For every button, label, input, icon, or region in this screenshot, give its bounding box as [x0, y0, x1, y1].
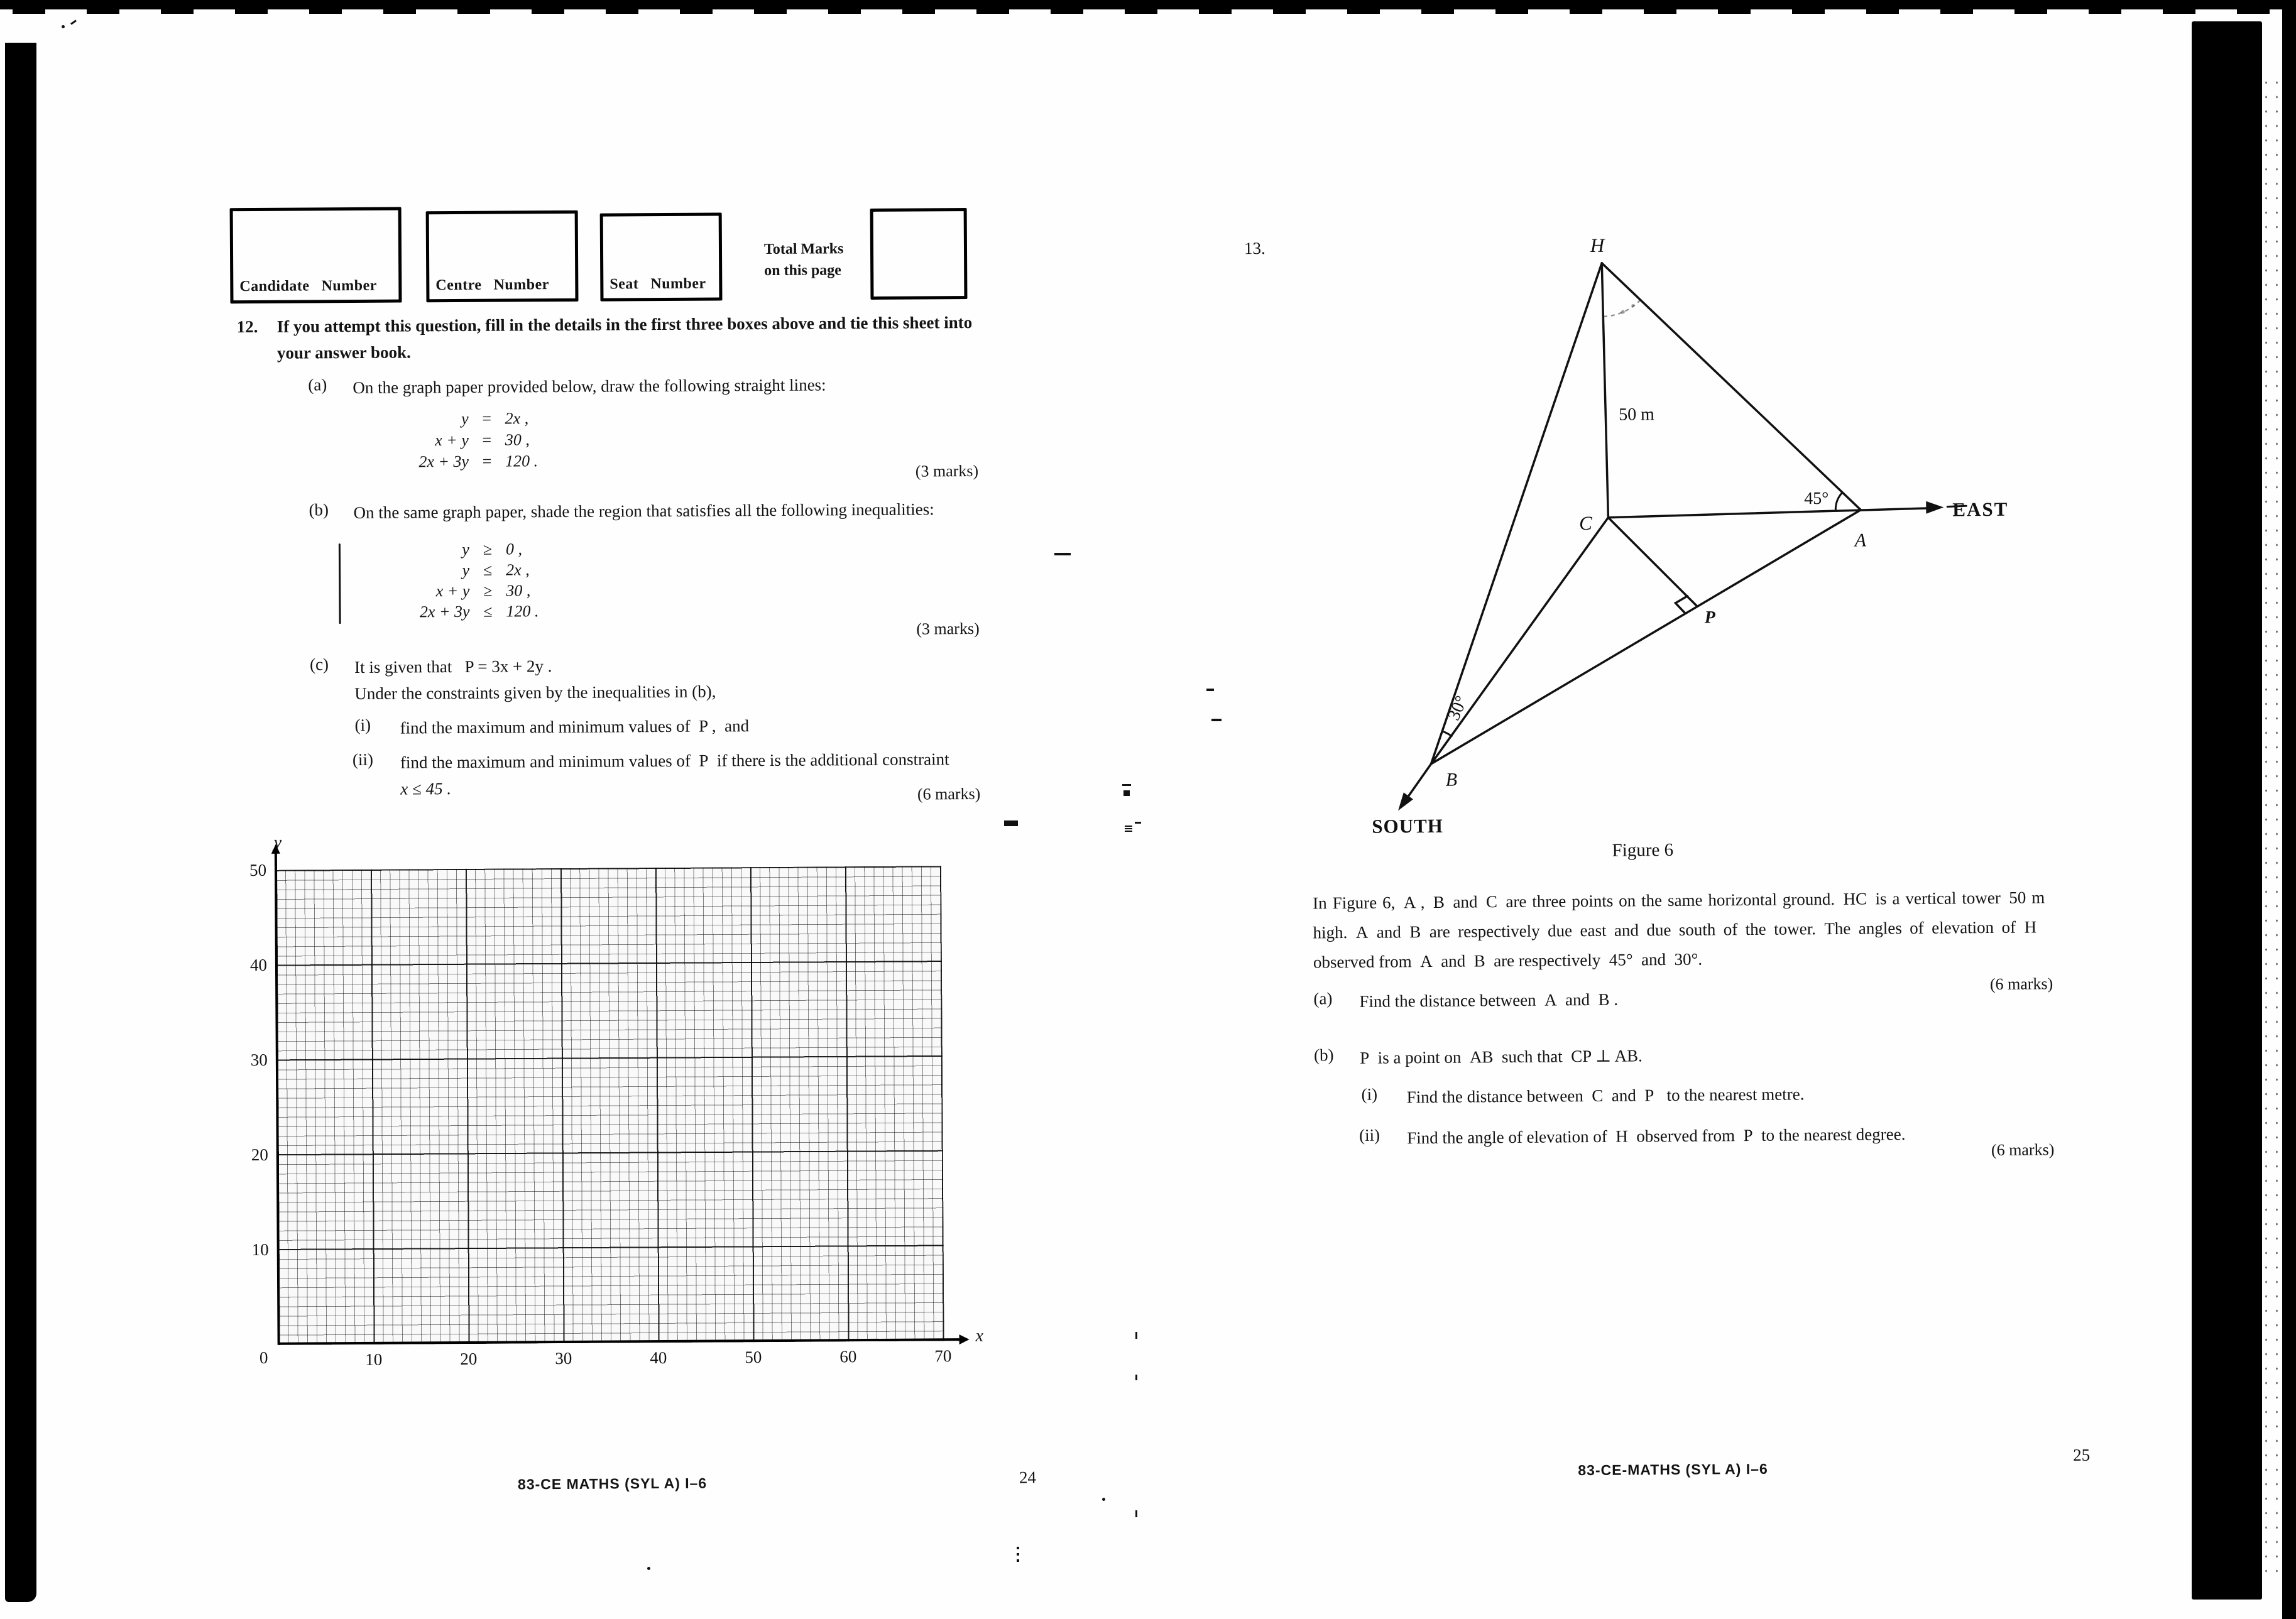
- x-tick: 60: [839, 1347, 857, 1366]
- inequality-row: y ≤ 2x ,: [462, 560, 530, 579]
- q12c-marks: (6 marks): [917, 784, 981, 804]
- figure-label-B: B: [1445, 769, 1458, 790]
- q12-number: 12.: [236, 317, 258, 337]
- q12c-line2: Under the constraints given by the inequalities in (b),: [354, 682, 716, 704]
- candidate-number-label: Candidate Number: [239, 277, 377, 295]
- figure-label-height: 50 m: [1618, 405, 1655, 425]
- figure-label-east: EAST: [1952, 498, 2009, 521]
- q13b-i-text: Find the distance between C and P to the nearest metre.: [1406, 1084, 1805, 1107]
- graph-x-axis-label: x: [975, 1326, 984, 1346]
- q12b-tag: (b): [309, 500, 329, 520]
- q13b-marks: (6 marks): [1991, 1140, 2055, 1159]
- x-tick: 40: [650, 1348, 667, 1368]
- q12a-tag: (a): [308, 375, 327, 395]
- line-CB: [1429, 518, 1610, 764]
- left-footer-page-number: 24: [1019, 1468, 1037, 1487]
- figure-label-C: C: [1578, 511, 1592, 535]
- figure-6-diagram: [1223, 209, 2045, 881]
- q12c-ii-text2: x ≤ 45 .: [400, 779, 452, 799]
- total-marks-label: Total Marks on this page: [763, 241, 844, 279]
- line-HA: [1602, 261, 1861, 512]
- right-footer-page-number: 25: [2073, 1445, 2091, 1464]
- figure-label-H: H: [1590, 234, 1605, 256]
- q13b-tag: (b): [1313, 1045, 1334, 1065]
- q13b-text: P is a point on AB such that CP ⊥ AB.: [1360, 1046, 1643, 1067]
- figure-label-angle-A: 45°: [1804, 488, 1829, 509]
- q12b-marks: (3 marks): [916, 619, 980, 638]
- scan-smudge: [1631, 304, 1634, 307]
- x-tick: 50: [745, 1348, 762, 1367]
- figure-label-P: P: [1704, 608, 1715, 628]
- figure-label-south: SOUTH: [1372, 814, 1443, 837]
- x-tick: 30: [555, 1348, 572, 1368]
- q12c-i-text: find the maximum and minimum values of P , and: [400, 716, 750, 738]
- q12c-line1: It is given that P = 3x + 2y .: [354, 657, 552, 677]
- x-tick: 20: [460, 1349, 478, 1369]
- q12c-tag: (c): [309, 655, 329, 674]
- line-CP: [1608, 517, 1697, 607]
- equation-row: y = 2x ,: [461, 409, 529, 428]
- right-page: [1150, 0, 2296, 1619]
- equation-row: x + y = 30 ,: [435, 430, 530, 450]
- figure-label-A: A: [1854, 530, 1867, 551]
- q13a-tag: (a): [1313, 989, 1333, 1008]
- q12c-i-tag: (i): [354, 715, 371, 735]
- centre-number-label: Centre Number: [435, 276, 549, 294]
- y-tick: 50: [249, 860, 267, 880]
- q13a-marks: (6 marks): [1989, 974, 2053, 993]
- q13-number: 13.: [1244, 239, 1266, 258]
- q13-paragraph: In Figure 6, A , B and C are three points on the same horizontal ground. HC is a vertical tower 50 m high. A and B are respectively due east and due south of the tower. The angles of elevation of H observed from A and B are respectively 45° and 30°.: [1313, 888, 2045, 972]
- q13b-ii-text: Find the angle of elevation of H observed from P to the nearest degree.: [1407, 1125, 1906, 1148]
- angle-arc-A: [1835, 493, 1842, 510]
- y-tick: 30: [250, 1050, 268, 1070]
- angle-arc-B: [1442, 731, 1451, 736]
- q12b-text: On the same graph paper, shade the region that satisfies all the following inequalities:: [353, 499, 934, 523]
- line-HC: [1602, 263, 1608, 518]
- figure-label-angle-B: 30°: [1443, 693, 1472, 724]
- south-arrowhead: [1398, 792, 1413, 810]
- east-arrowhead: [1926, 501, 1943, 514]
- line-C-east: [1608, 508, 1932, 518]
- right-footer-doc-code: 83-CE-MATHS (SYL A) I–6: [1578, 1460, 1768, 1479]
- graph-origin-label: 0: [259, 1348, 268, 1367]
- q12a-text: On the graph paper provided below, draw the following straight lines:: [353, 375, 826, 398]
- right-angle-mark: [1675, 596, 1687, 613]
- q12a-marks: (3 marks): [915, 461, 979, 481]
- inequality-row: y ≥ 0 ,: [462, 540, 522, 559]
- x-tick: 70: [934, 1346, 952, 1366]
- scan-smudge: [1621, 310, 1625, 314]
- inequality-row: 2x + 3y ≤ 120 .: [419, 602, 539, 621]
- left-footer-doc-code: 83-CE MATHS (SYL A) I–6: [517, 1475, 708, 1493]
- q13a-text: Find the distance between A and B .: [1359, 989, 1619, 1011]
- equation-row: 2x + 3y = 120 .: [418, 452, 538, 471]
- y-tick: 10: [251, 1240, 269, 1260]
- y-tick: 20: [251, 1145, 268, 1165]
- q12-intro: If you attempt this question, fill in the details in the first three boxes above and tie this sheet into your answer book.: [276, 312, 973, 363]
- seat-number-label: Seat Number: [610, 275, 706, 293]
- q12c-ii-tag: (ii): [352, 750, 374, 770]
- inequality-row: x + y ≥ 30 ,: [435, 581, 531, 601]
- q12c-ii-text: find the maximum and minimum values of P if there is the additional constraint: [400, 750, 949, 772]
- q13b-ii-tag: (ii): [1358, 1125, 1380, 1145]
- x-tick: 10: [365, 1349, 383, 1369]
- line-BA: [1429, 510, 1862, 764]
- graph-y-axis-label: y: [273, 832, 282, 853]
- angle-arc-H-faint: [1604, 300, 1641, 316]
- q13b-i-tag: (i): [1361, 1084, 1378, 1104]
- y-tick: 40: [249, 955, 268, 975]
- figure-caption: Figure 6: [1612, 839, 1674, 861]
